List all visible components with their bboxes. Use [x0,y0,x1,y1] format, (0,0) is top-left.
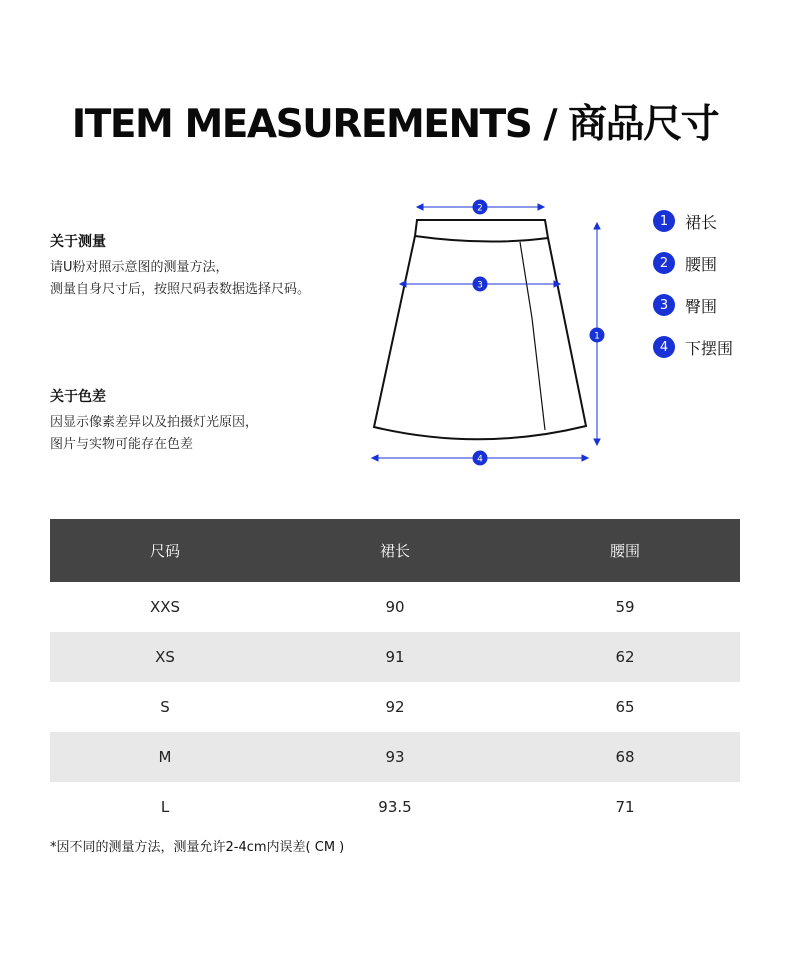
header-length: 裙长 [379,542,410,560]
skirt-diagram [360,190,610,480]
legend-item-hem [653,333,733,361]
marker-1 [590,328,605,343]
table-row [50,732,740,782]
cell-waist: 71 [615,798,635,816]
cell-size: M [158,748,172,766]
skirt-outline [374,220,586,439]
color-note [50,386,360,456]
svg-text:1: 1 [594,331,600,342]
svg-text:2: 2 [477,203,483,214]
cell-waist: 68 [615,748,635,766]
measurement-footnote: *因不同的测量方法，测量允许2-4cm内误差( CM ) [50,840,345,855]
table-row [50,782,740,832]
marker-2 [473,200,488,215]
table-row [50,582,740,632]
svg-text:3: 3 [477,280,483,291]
color-heading: 关于色差 [50,389,106,405]
legend-item-hip [653,291,733,319]
cell-length: 93 [385,748,405,766]
cell-length: 91 [385,648,405,666]
marker-3 [473,277,488,292]
header-size: 尺码 [149,542,180,560]
legend-label: 腰围 [685,254,718,274]
measure-text: 请U粉对照示意图的测量方法， 测量自身尺寸后，按照尺码表数据选择尺码。 [50,260,311,297]
cell-waist: 62 [615,648,635,666]
marker-4 [473,451,488,466]
table-header-row [50,519,740,582]
legend-number: 4 [653,336,675,358]
size-table [50,519,740,832]
legend-label: 下摆围 [685,338,734,358]
cell-size: L [160,798,170,816]
cell-length: 93.5 [378,798,412,816]
legend-item-waist [653,249,733,277]
cell-waist: 65 [615,698,635,716]
legend-item-length [653,207,733,235]
header-waist: 腰围 [609,542,640,560]
legend-number: 2 [653,252,675,274]
legend-label: 裙长 [685,212,718,232]
table-row [50,682,740,732]
cell-size: XXS [149,598,181,616]
measure-note [50,231,360,301]
measurement-legend [653,207,733,375]
legend-number: 3 [653,294,675,316]
page-title: ITEM MEASUREMENTS / 商品尺寸 [71,102,719,147]
cell-size: XS [155,648,175,666]
measure-heading: 关于测量 [50,234,106,250]
cell-size: S [160,698,170,716]
cell-waist: 59 [615,598,635,616]
svg-text:4: 4 [477,454,483,465]
skirt-seam [520,242,545,430]
legend-number: 1 [653,210,675,232]
color-text: 因显示像素差异以及拍摄灯光原因， 图片与实物可能存在色差 [50,415,259,452]
table-row [50,632,740,682]
cell-length: 90 [385,598,405,616]
cell-length: 92 [385,698,405,716]
legend-label: 臀围 [685,296,718,316]
